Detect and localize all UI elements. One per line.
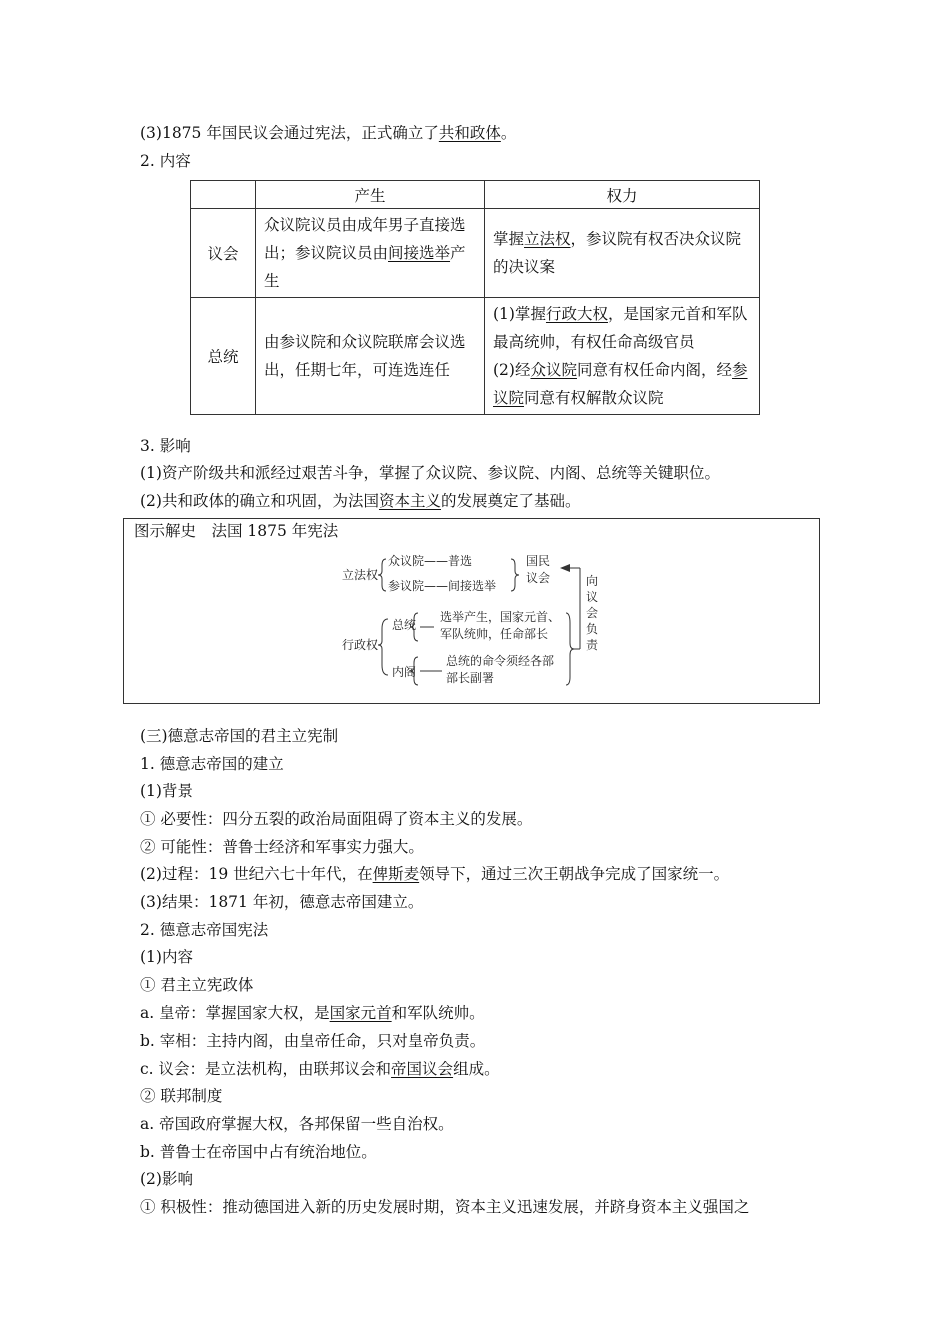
text: c. 议会：是立法机构，由联邦议会和 [140,1060,392,1078]
text-process [140,864,729,884]
header-empty [191,181,256,209]
cell-parliament-produce [256,209,485,298]
label-responsible-char: 负 [586,622,599,636]
label-responsible-char: 议 [586,590,599,604]
text-constitutional-monarchy: ① 君主立宪政体 [140,976,254,994]
subheading-content: (1)内容 [140,948,193,966]
subheading-impact: (2)影响 [140,1170,193,1188]
label-cabinet-desc-2: 部长副署 [446,671,495,685]
heading-german-empire: (三)德意志帝国的君主立宪制 [140,727,339,745]
impact-paragraph-2 [140,491,581,511]
text: 众议院议员由成年男子直接选出；参议院议员由 [264,216,466,262]
text: ，是国家元首和军队最高统帅，有权任命高级官员 [493,305,748,351]
text: 同意有权任命内阁，经 [576,361,732,379]
underlined-term: 参议院 [493,361,748,407]
text-prussia: b. 普鲁士在帝国中占有统治地位。 [140,1143,377,1161]
label-responsible-char: 会 [586,606,599,620]
label-responsible-char: 责 [586,638,599,652]
cell-parliament-power [485,209,760,298]
diagram-title: 图示解史 法国 1875 年宪法 [134,522,339,540]
label-president-desc-1: 选举产生，国家元首、 [440,610,561,624]
text: ，参议院有权否决众议院的决议案 [493,230,742,276]
underlined-term: 立法权 [524,230,571,248]
constitution-diagram [123,518,820,704]
text-federal-system: ② 联邦制度 [140,1087,223,1105]
text: 领导下，通过三次王朝战争完成了国家统一。 [419,865,730,883]
underlined-term: 俾斯麦 [372,865,420,883]
institution-table [190,180,760,415]
label-legislative: 立法权 [342,568,379,582]
text-necessity: ① 必要性：四分五裂的政治局面阻碍了资本主义的发展。 [140,810,533,828]
underlined-term: 资本主义 [378,492,441,510]
cell-president-power [485,298,760,415]
subheading-constitution: 2. 德意志帝国宪法 [140,921,269,939]
label-executive: 行政权 [342,638,379,652]
label-senate: 参议院——间接选举 [388,579,497,593]
table-header-row [191,181,760,209]
text: 同意有权解散众议院 [524,389,664,407]
label-cabinet-desc-1: 总统的命令须经各部 [446,654,555,668]
diagram-graphic [124,519,819,703]
underlined-term: 间接选举 [388,244,451,262]
label-national-assembly-1: 国民 [526,554,551,568]
text: (2)过程：19 世纪六七十年代，在 [140,865,373,883]
brace-executive-right [566,613,574,685]
underlined-term: 众议院 [530,361,577,379]
president-power-2 [493,356,751,412]
text: (1)掌握 [493,305,546,323]
underlined-term: 帝国议会 [391,1060,454,1078]
impact-paragraph-1: (1)资产阶级共和派经过艰苦斗争，掌握了众议院、参议院、内阁、总统等关键职位。 [140,464,720,482]
header-power: 权力 [485,181,760,209]
text-parliament [140,1059,500,1079]
heading-content: 2. 内容 [140,152,191,170]
subheading-establishment: 1. 德意志帝国的建立 [140,755,284,773]
text-emperor [140,1003,485,1023]
text-imperial-government: a. 帝国政府掌握大权，各邦保留一些自治权。 [140,1115,454,1133]
row-name-parliament: 议会 [191,209,256,298]
label-president-desc-2: 军队统帅，任命部长 [440,627,549,641]
text: 和军队统帅。 [391,1004,485,1022]
cell-president-produce: 由参议院和众议院联席会议选出，任期七年，可连选连任 [256,298,485,415]
text: (2)经 [493,361,531,379]
text: a. 皇帝：掌握国家大权，是 [140,1004,330,1022]
text: 的发展奠定了基础。 [440,492,581,510]
text-chancellor: b. 宰相：主持内阁，由皇帝任命，只对皇帝负责。 [140,1032,486,1050]
label-house: 众议院——普选 [388,554,473,568]
text-possibility: ② 可能性：普鲁士经济和军事实力强大。 [140,838,424,856]
text: 。 [500,124,517,142]
underlined-term: 共和政体 [438,124,501,142]
label-national-assembly-2: 议会 [526,571,551,585]
heading-impact: 3. 影响 [140,437,191,455]
underlined-term: 行政大权 [545,305,608,323]
underlined-term: 国家元首 [329,1004,392,1022]
subheading-background: (1)背景 [140,782,193,800]
president-power-1 [493,300,751,356]
text-result: (3)结果：1871 年初，德意志帝国建立。 [140,893,424,911]
label-responsible-char: 向 [586,574,599,588]
text: 掌握 [493,230,525,248]
text: 组成。 [453,1060,500,1078]
header-produce: 产生 [256,181,485,209]
brace-legislative [378,559,386,591]
text: (2)共和政体的确立和巩固，为法国 [140,492,379,510]
text: 产生 [264,244,466,290]
label-president: 总统 [392,618,417,632]
arrow-head-icon [560,564,570,572]
label-cabinet: 内阁 [392,665,417,679]
table-row [191,209,760,298]
row-name-president: 总统 [191,298,256,415]
text: (3)1875 年国民议会通过宪法，正式确立了 [140,124,439,142]
table-row [191,298,760,415]
intro-line-republic [140,123,516,143]
brace-executive [378,619,388,675]
brace-houses [511,559,519,591]
text-positive-impact: ① 积极性：推动德国进入新的历史发展时期，资本主义迅速发展，并跻身资本主义强国之 [140,1198,750,1216]
